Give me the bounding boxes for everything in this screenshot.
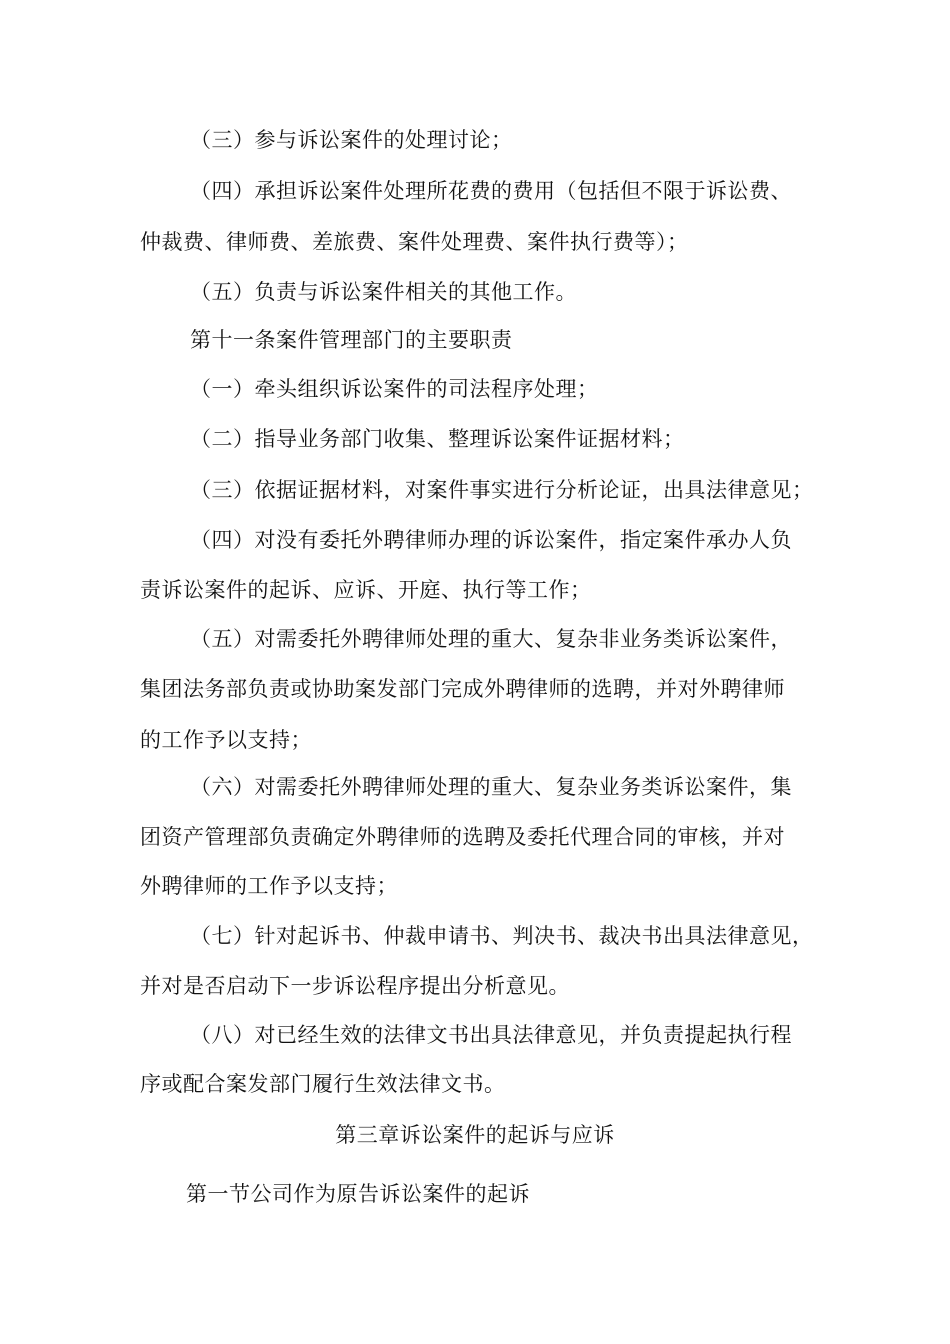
section-heading: 第一节公司作为原告诉讼案件的起诉 [186, 1182, 530, 1206]
paragraph-line: 责诉讼案件的起诉、应诉、开庭、执行等工作； [140, 578, 592, 602]
paragraph-line: （八）对已经生效的法律文书出具法律意见，并负责提起执行程 [190, 1023, 792, 1047]
paragraph-line: （三）依据证据材料，对案件事实进行分析论证，出具法律意见； [190, 478, 814, 502]
paragraph-line: （五）对需委托外聘律师处理的重大、复杂非业务类诉讼案件， [190, 627, 792, 651]
paragraph-line: （四）承担诉讼案件处理所花费的费用（包括但不限于诉讼费、 [190, 179, 792, 203]
paragraph-line: （一）牵头组织诉讼案件的司法程序处理； [190, 377, 599, 401]
article-heading: 第十一条案件管理部门的主要职责 [190, 328, 513, 352]
paragraph-line: （七）针对起诉书、仲裁申请书、判决书、裁决书出具法律意见， [190, 924, 814, 948]
paragraph-line: 仲裁费、律师费、差旅费、案件处理费、案件执行费等）； [140, 230, 689, 254]
paragraph-line: 集团法务部负责或协助案发部门完成外聘律师的选聘，并对外聘律师 [140, 677, 785, 701]
paragraph-line: （五）负责与诉讼案件相关的其他工作。 [190, 280, 577, 304]
paragraph-line: （三）参与诉讼案件的处理讨论； [190, 128, 513, 152]
paragraph-line: （二）指导业务部门收集、整理诉讼案件证据材料； [190, 427, 685, 451]
paragraph-line: 外聘律师的工作予以支持； [140, 874, 398, 898]
paragraph-line: （六）对需委托外聘律师处理的重大、复杂业务类诉讼案件，集 [190, 775, 792, 799]
paragraph-line: （四）对没有委托外聘律师办理的诉讼案件，指定案件承办人负 [190, 528, 792, 552]
paragraph-line: 的工作予以支持； [140, 728, 312, 752]
paragraph-line: 序或配合案发部门履行生效法律文书。 [140, 1072, 506, 1096]
chapter-heading: 第三章诉讼案件的起诉与应诉 [335, 1123, 615, 1147]
paragraph-line: 团资产管理部负责确定外聘律师的选聘及委托代理合同的审核，并对 [140, 825, 785, 849]
paragraph-line: 并对是否启动下一步诉讼程序提出分析意见。 [140, 974, 570, 998]
